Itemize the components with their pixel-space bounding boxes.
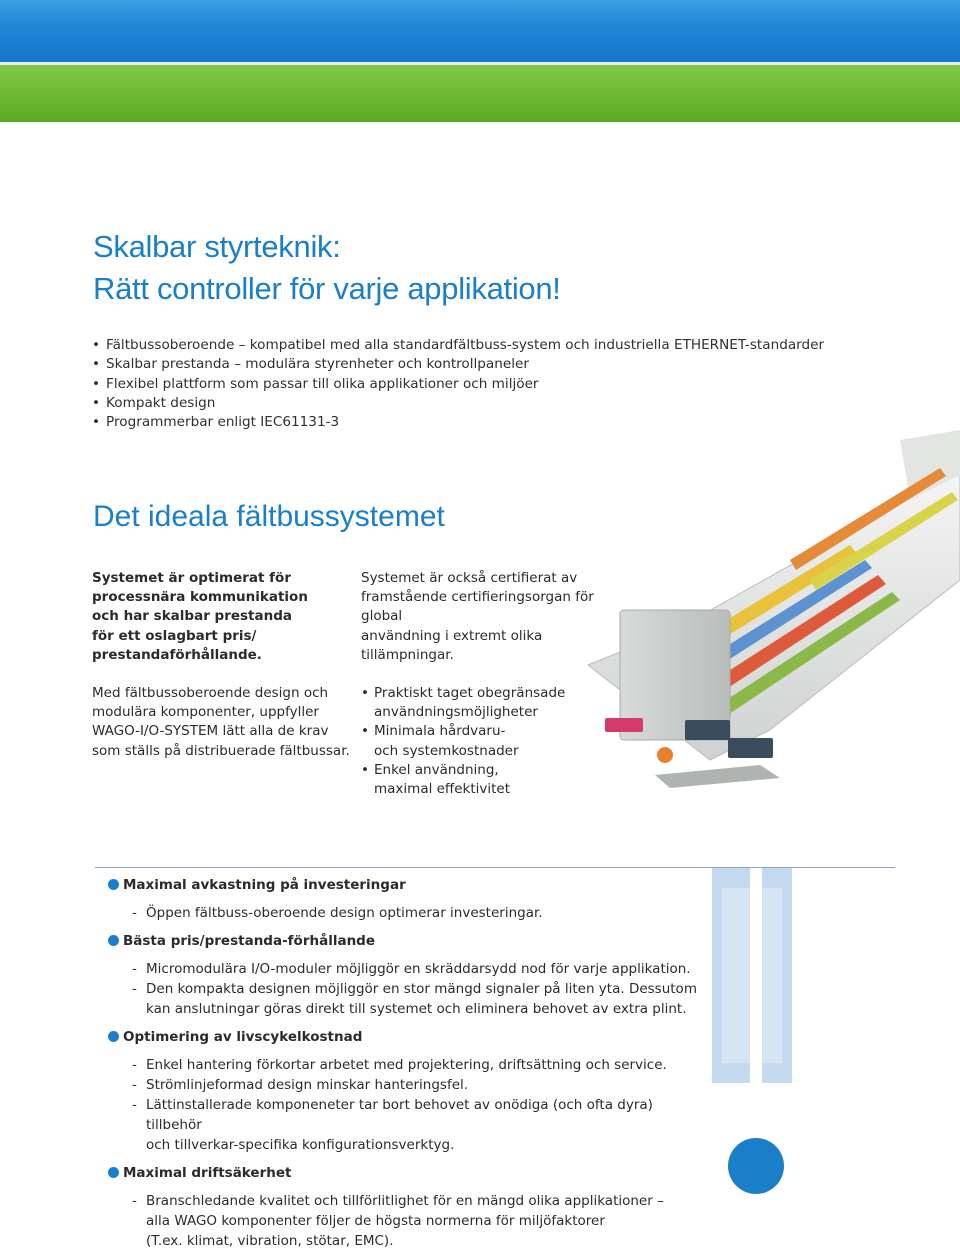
text-line: Den kompakta designen möjliggör en stor mängd signaler på liten yta. Dessutom (146, 981, 697, 997)
text-line: maximal effektivitet (374, 781, 511, 798)
text-line: som ställs på distribuerade fältbussar. (92, 742, 350, 759)
benefit-group (108, 1163, 708, 1251)
exclamation-graphic (712, 868, 792, 1198)
text-line: för ett oslagbart pris/ (92, 627, 257, 644)
text-line: Systemet är också certifierat av (361, 570, 578, 586)
text-line: (T.ex. klimat, vibration, stötar, EMC). (146, 1233, 394, 1249)
feature-item: • Programmerbar enligt IEC61131-3 (92, 413, 824, 432)
text-line: Med fältbussoberoende design och (92, 685, 329, 702)
benefit-heading-text: Bästa pris/prestanda-förhållande (123, 933, 375, 949)
text-line: Minimala hårdvaru- (374, 723, 506, 740)
bullet-dot-icon (108, 1167, 119, 1178)
benefit-heading (108, 931, 708, 951)
text-line: modulära komponenter, uppfyller (92, 704, 319, 721)
text-line: WAGO-I/O-SYSTEM lätt alla de krav (92, 723, 329, 740)
text-line: användningsmöjligheter (374, 704, 538, 721)
bullet-dot-icon (108, 1031, 119, 1042)
text-line: Öppen fältbuss-oberoende design optimerar investeringar. (146, 905, 543, 921)
benefit-item (108, 979, 708, 1019)
feature-list (92, 336, 824, 432)
benefit-items (108, 903, 708, 923)
benefit-heading-text: Optimering av livscykelkostnad (123, 1029, 363, 1045)
header-green-band (0, 65, 960, 122)
text-line: processnära kommunikation (92, 589, 308, 606)
feature-item: • Fältbussoberoende – kompatibel med alla standardfältbuss-system och industriella ETHERNET-standarder (92, 336, 824, 355)
text-line: Enkel hantering förkortar arbetet med projektering, driftsättning och service. (146, 1057, 667, 1073)
benefit-heading-text: Maximal avkastning på investeringar (123, 877, 406, 893)
text-line: Systemet är optimerat för (92, 570, 291, 586)
benefits-list (108, 875, 708, 1259)
benefit-group (108, 875, 708, 923)
text-line: Micromodulära I/O-moduler möjliggör en skräddarsydd nod för varje applikation. (146, 961, 691, 977)
benefit-item (108, 1095, 708, 1155)
benefit-item (108, 903, 708, 923)
text-line: Enkel användning, (374, 761, 499, 778)
text-line: Strömlinjeformad design minskar hanteringsfel. (146, 1077, 469, 1093)
page-title-line-1: Skalbar styrteknik: (93, 229, 341, 264)
feature-item: • Skalbar prestanda – modulära styrenheter och kontrollpaneler (92, 355, 824, 374)
text-line: användning i extremt olika tillämpningar. (361, 627, 543, 663)
bullet-dot-icon (108, 935, 119, 946)
benefit-group (108, 1027, 708, 1155)
text-line: prestandaförhållande. (92, 646, 262, 663)
benefit-heading (108, 1163, 708, 1183)
text-line: och har skalbar prestanda (92, 608, 293, 625)
benefit-item (108, 1055, 708, 1075)
bullet-dot-icon (108, 879, 119, 890)
benefit-heading-text: Maximal driftsäkerhet (123, 1165, 292, 1181)
benefit-items (108, 1055, 708, 1155)
page-title (93, 226, 561, 310)
left-lead-paragraph (92, 569, 357, 665)
left-body-paragraph (92, 684, 357, 761)
section-heading: Det ideala fältbussystemet (93, 500, 445, 533)
benefit-item (108, 1191, 708, 1251)
controller-product-image (560, 430, 960, 810)
left-column (92, 569, 357, 761)
text-line: Praktiskt taget obegränsade (374, 685, 566, 702)
benefit-items (108, 959, 708, 1019)
page-title-line-2: Rätt controller för varje applikation! (93, 271, 561, 306)
text-line: och tillverkar-specifika konfigurationsverktyg. (146, 1137, 455, 1153)
benefit-item (108, 959, 708, 979)
benefit-heading (108, 1027, 708, 1047)
feature-item: • Kompakt design (92, 394, 824, 413)
text-line: Lättinstallerade komponeneter tar bort behovet av onödiga (och ofta dyra) tillbehör (146, 1097, 653, 1133)
benefit-item (108, 1075, 708, 1095)
benefit-heading (108, 875, 708, 895)
benefit-items (108, 1191, 708, 1251)
text-line: framstående certifieringsorgan för global (361, 589, 594, 625)
text-line: alla WAGO komponenter följer de högsta normerna för miljöfaktorer (146, 1213, 605, 1229)
header-blue-band (0, 0, 960, 62)
text-line: och systemkostnader (374, 742, 519, 759)
text-line: kan anslutningar göras direkt till systemet och eliminera behovet av extra plint. (146, 1001, 687, 1017)
feature-item: • Flexibel plattform som passar till olika applikationer och miljöer (92, 375, 824, 394)
text-line: Branschledande kvalitet och tillförlitlighet för en mängd olika applikationer – (146, 1193, 664, 1209)
benefit-group (108, 931, 708, 1019)
